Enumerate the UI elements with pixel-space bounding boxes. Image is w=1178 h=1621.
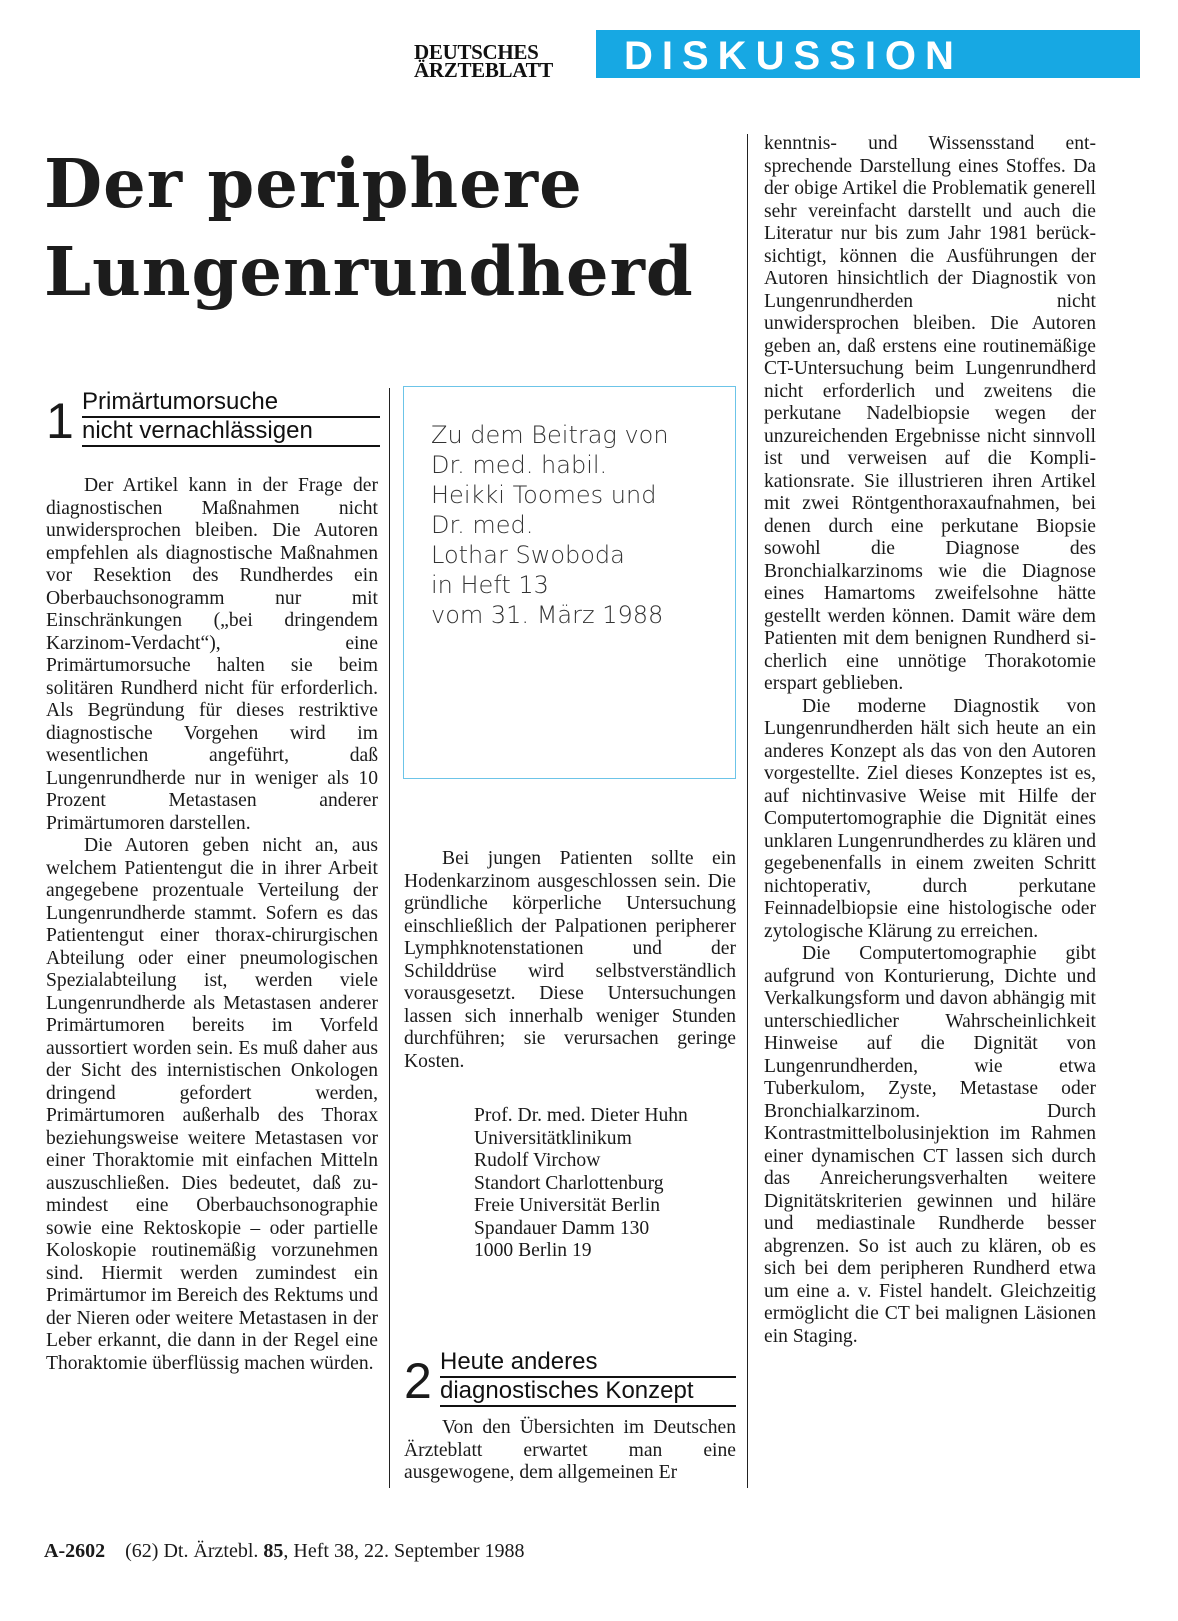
address-line: 1000 Berlin 19 [474,1240,592,1261]
address-line: Universitätklinikum [474,1127,632,1149]
column-2-text [404,848,736,1073]
reference-line: in Heft 13 [431,571,549,599]
title-line-1: Der periphere [44,144,583,223]
address-line: Standort Charlottenburg [474,1172,664,1194]
reference-line: Dr. med. [431,511,534,539]
reference-text [431,420,669,630]
section-2-heading [404,1348,738,1408]
author-address [474,1105,688,1263]
column-divider-1 [389,388,390,1488]
section-heading-line-1: Primärtumorsuche [82,388,279,415]
address-line: Rudolf Virchow [474,1150,601,1171]
address-line: Freie Universität Berlin [474,1195,661,1216]
rubric-label: DISKUSSION [624,34,963,78]
reference-box [403,386,736,779]
paragraph: Von den Übersichten im Deutschen Ärzteblatt erwartet man eine ausgewogene, dem allgemeinen Er [404,1417,736,1483]
section-heading-line-2: diagnostisches Konzept [440,1377,694,1404]
section-heading-line-2: nicht vernachlässigen [82,417,313,444]
article-title [44,140,764,316]
section-1-heading [46,388,380,448]
logo-line-2: ÄRZTEBLATT [414,58,553,82]
paragraph: Die Autoren geben nicht an, aus welchem Patientengut die in ihrer Arbeit angegebene prozentuale Verteilung der Lungenrundherde stammt. Sofern es das Patientengut einer thorax-chirurgischen Abteilung oder einer pneumologischen Spezialabteilung ist, werden viele Lungenrundherde als Metastasen anderer Primärtumoren bereits im Vorfeld aussortiert worden sein. Es muß daher aus der Sicht des internistischen Onkologen dringend gefordert werden, Primärtumoren außerhalb des Thorax beziehungsweise weitere Metastasen vor einer Thoraktomie mit einfachen Mitteln auszuschließen. Dies bedeutet, daß zumindest eine Oberbauchsonographie sowie eine Rektoskopie – oder partielle Koloskopie routinemäßig vorzunehmen sind. Hiermit werden zumindest ein Primärtumor im Bereich des Rektums und der Nieren oder weitere Metastasen in der Leber erkannt, die dann in der Regel eine Thoraktomie überflüssig machen würden. [46,835,378,1374]
address-line: Spandauer Damm 130 [474,1217,650,1239]
section-number: 1 [46,393,74,449]
address-line: Prof. Dr. med. Dieter Huhn [474,1105,688,1126]
journal-logo [414,40,590,82]
column-1-text [46,475,378,1375]
journal-name: Dt. Ärztebl. [163,1540,259,1562]
section-number: 2 [404,1353,432,1409]
page-footer [44,1540,525,1563]
paragraph: Bei jungen Patienten sollte ein Hodenkarzinom ausgeschlossen sein. Die gründliche körperliche Untersuchung einschließlich der Palpationen peripherer Lymphknotenstationen und der Schilddrüse wird selbstverständlich vorausgesetzt. Diese Untersuchungen lassen sich innerhalb weniger Stunden durchführen; sie verursachen geringe Kosten. [404,848,736,1072]
column-2-continuation [404,1417,736,1485]
reference-line: Heikki Toomes und [431,481,657,509]
section-heading-rule [82,445,380,447]
logo-line-1: DEUTSCHES [414,40,539,64]
column-divider-2 [747,134,748,1488]
issue-date: , Heft 38, 22. September 1988 [283,1540,525,1562]
reference-line: Lothar Swoboda [431,541,625,569]
section-heading-line-1: Heute anderes [440,1348,598,1375]
title-line-2: Lungenrundherd [44,232,694,311]
page-number: (62) [125,1540,159,1562]
reference-line: Dr. med. habil. [431,451,608,479]
page-code: A-2602 [44,1540,106,1562]
reference-line: Zu dem Beitrag von [431,421,669,449]
paragraph: Die Computertomographie gibt aufgrund von Konturierung, Dichte und Verkalkungsform und davon abhängig mit unterschiedlicher Wahrscheinlichkeit Hinweise auf die Dignität von Lungenrundherden, wie etwa Tuberkulom, Zyste, Metastase oder Bronchialkarzinom. Durch Kontrastmittelbolusinjektion im Rahmen einer dynamischen CT lassen sich durch das Anreicherungsverhalten weitere Dignitätskriterien gewinnen und hiläre und mediastinale Rundherde besser abgrenzen. So ist auch zu klären, ob es sich bei dem peripheren Rundherd etwa um eine a. v. Fistel handelt. Gleichzeitig ermöglicht die CT bei malignen Läsionen ein Staging. [764,943,1096,1347]
paragraph: kenntnis- und Wissensstand entsprechende Darstellung eines Stoffes. Da der obige Artikel die Problematik generell sehr vereinfacht darstellt und auch die Literatur nur bis zum Jahr 1981 berücksichtigt, können die Ausführungen der Autoren hinsichtlich der Diagnostik von Lungenrundherden nicht unwidersprochen bleiben. Die Autoren geben an, daß erstens eine routinemäßige CT-Untersuchung beim Lungenrundherd nicht erforderlich und zweitens die perkutane Nadelbiopsie wegen der unzureichenden Ergebnisse nicht sinnvoll ist und verweisen auf die Komplikationsrate. Sie illustrieren ihren Artikel mit zwei Röntgenthoraxaufnahmen, bei denen durch eine perkutane Biopsie sowohl die Diagnose des Bronchialkarzinoms wie die Diagnose eines Hamartoms zweifelsohne hätte gestellt werden können. Damit wäre dem Patienten mit dem benignen Rundherd sicherlich eine unnötige Thorakotomie erspart geblieben. [764,133,1096,694]
section-heading-rule [440,1405,736,1407]
paragraph: Die moderne Diagnostik von Lungenrundherden hält sich heute an ein anderes Konzept als das von den Autoren vorgestellte. Ziel dieses Konzeptes ist es, auf nichtinvasive Weise mit Hilfe der Computertomographie die Dignität eines unklaren Lungenrundherdes zu klären und gegebenenfalls in einem zweiten Schritt nichtoperativ, durch perkutane Feinnadelbiopsie eine histologische oder zytologische Klärung zu erreichen. [764,695,1096,942]
column-3-text [764,133,1096,1348]
paragraph: Der Artikel kann in der Frage der diagnostischen Maßnahmen nicht unwidersprochen bleiben. Die Autoren empfehlen als diagnostische Maßnahmen vor Resektion des Rundherdes ein Oberbauchsonogramm nur mit Einschränkungen („bei dringendem Karzinom-Verdacht“), eine Primärtumorsuche halten sie beim solitären Rundherd nicht für erforderlich. Als Begründung für dieses restriktive diagnostische Vorgehen wird im wesentlichen angeführt, daß Lungenrundherde nur in weniger als 10 Prozent Metastasen anderer Primärtumoren darstellen. [46,475,378,834]
reference-line: vom 31. März 1988 [431,601,664,629]
volume-number: 85 [263,1540,284,1562]
rubric-banner [596,30,1140,78]
